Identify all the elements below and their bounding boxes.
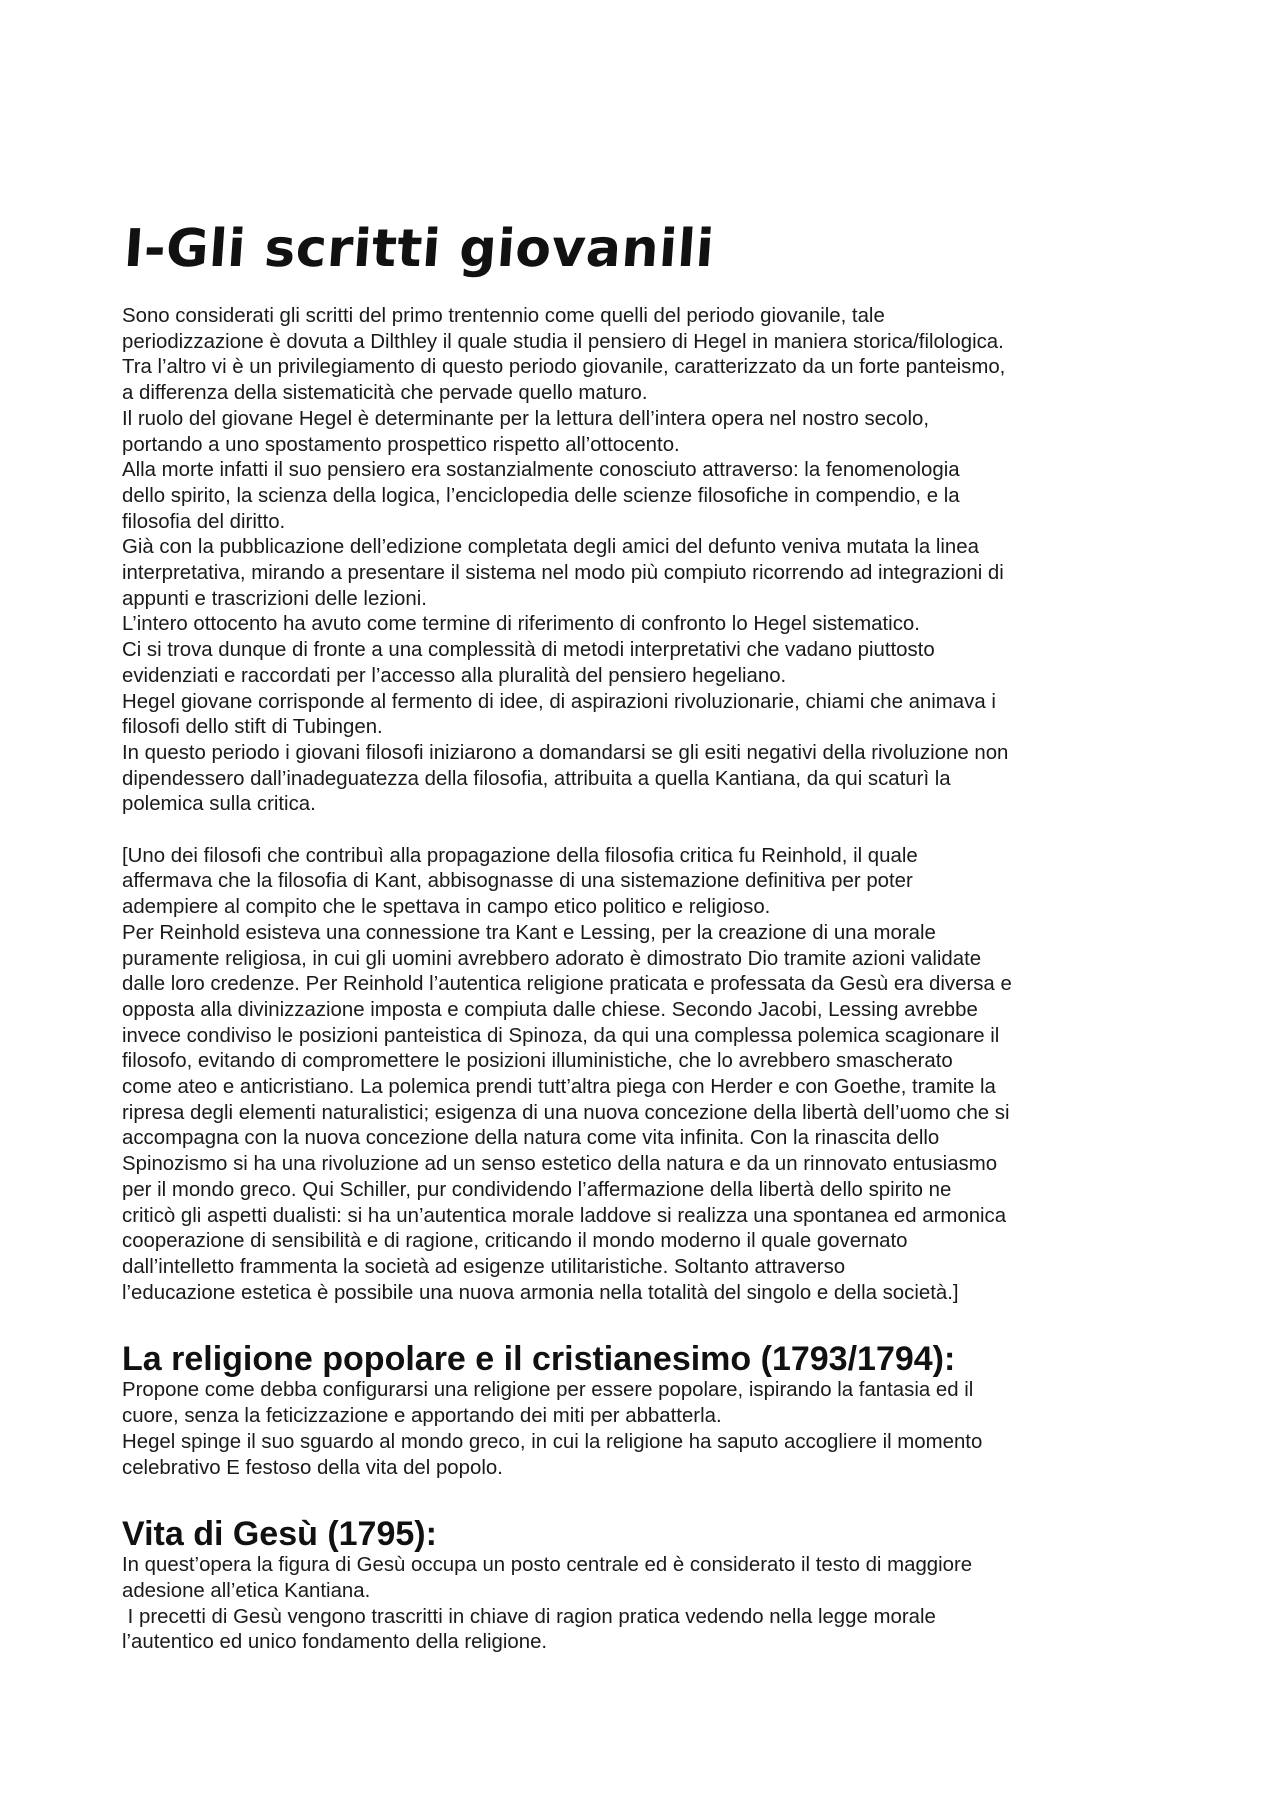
text-line: Il ruolo del giovane Hegel è determinante per la lettura dell’intera opera nel nostro secolo, (122, 407, 930, 430)
text-line: Tra l’altro vi è un privilegiamento di questo periodo giovanile, caratterizzato da un forte panteismo, (122, 356, 1006, 379)
text-line: appunti e trascrizioni delle lezioni. (122, 587, 427, 610)
text-line: l’autentico ed unico fondamento della religione. (122, 1631, 548, 1654)
text-line: I precetti di Gesù vengono trascritti in chiave di ragion pratica vedendo nella legge morale (122, 1605, 936, 1628)
section-heading: La religione popolare e il cristianesimo (1793/1794): (122, 1340, 956, 1379)
text-line: opposta alla divinizzazione imposta e compiuta dalle chiese. Secondo Jacobi, Lessing avrebbe (122, 998, 978, 1021)
text-line: cuore, senza la feticizzazione e apportando dei miti per abbatterla. (122, 1405, 722, 1428)
text-line: accompagna con la nuova concezione della natura come vita infinita. Con la rinascita dello (122, 1127, 940, 1150)
text-line: L’intero ottocento ha avuto come termine di riferimento di confronto lo Hegel sistematico. (122, 613, 920, 636)
text-line: Alla morte infatti il suo pensiero era sostanzialmente conosciuto attraverso: la fenomenologia (122, 459, 960, 482)
section-religione-popolare (122, 1340, 1182, 1481)
text-line: dello spirito, la scienza della logica, l’enciclopedia delle scienze filosofiche in compendio, e la (122, 484, 960, 507)
text-line: Hegel giovane corrisponde al fermento di idee, di aspirazioni rivoluzionarie, chiami che animava i (122, 690, 996, 713)
text-line: evidenziati e raccordati per l’accesso alla pluralità del pensiero hegeliano. (122, 664, 787, 687)
text-line: dalle loro credenze. Per Reinhold l’autentica religione praticata e professata da Gesù era diversa e (122, 973, 1012, 996)
text-line: In quest’opera la figura di Gesù occupa un posto centrale ed è considerato il testo di maggiore (122, 1554, 973, 1577)
text-line: Già con la pubblicazione dell’edizione completata degli amici del defunto veniva mutata la linea (122, 536, 979, 559)
text-line: invece condiviso le posizioni panteistica di Spinoza, da qui una complessa polemica scagionare il (122, 1024, 1000, 1047)
text-line: a differenza della sistematicità che pervade quello maturo. (122, 382, 648, 405)
text-line: dipendessero dall’inadeguatezza della filosofia, attribuita a quella Kantiana, da qui scaturì la (122, 767, 951, 790)
section-paragraph (122, 1553, 1182, 1656)
document-page (122, 218, 1182, 1656)
text-line: ripresa degli elementi naturalistici; esigenza di una nuova concezione della libertà dell’uomo che si (122, 1101, 1010, 1124)
text-line: dall’intelletto frammenta la società ad esigenze utilitaristiche. Soltanto attraverso (122, 1256, 846, 1278)
text-line: come ateo e anticristiano. La polemica prendi tutt’altra piega con Herder e con Goethe, tramite la (122, 1076, 996, 1099)
text-line: Spinozismo si ha una rivoluzione ad un senso estetico della natura e da un rinnovato entusiasmo (122, 1153, 998, 1176)
text-line: l’educazione estetica è possibile una nuova armonia nella totalità del singolo e della società.] (122, 1281, 959, 1304)
text-line: filosofo, evitando di compromettere le posizioni illuministiche, che lo avrebbero smascherato (122, 1050, 953, 1073)
text-line: adesione all’etica Kantiana. (122, 1579, 371, 1602)
page-title: I-Gli scritti giovanili (122, 219, 717, 279)
paragraph-gap (122, 818, 1182, 844)
text-line: filosofi dello stift di Tubingen. (122, 716, 383, 739)
text-line: cooperazione di sensibilità e di ragione, criticando il mondo moderno il quale governato (122, 1230, 908, 1253)
section-paragraph (122, 1378, 1182, 1481)
text-line: Sono considerati gli scritti del primo trentennio come quelli del periodo giovanile, tale (122, 305, 885, 327)
text-line: periodizzazione è dovuta a Dilthley il quale studia il pensiero di Hegel in maniera storica/filologica. (122, 330, 1004, 353)
text-line: Propone come debba configurarsi una religione per essere popolare, ispirando la fantasia ed il (122, 1379, 974, 1402)
text-line: Ci si trova dunque di fronte a una complessità di metodi interpretativi che vadano piuttosto (122, 639, 935, 662)
text-line: per il mondo greco. Qui Schiller, pur condividendo l’affermazione della libertà dello spirito ne (122, 1178, 952, 1201)
text-line: Hegel spinge il suo sguardo al mondo greco, in cui la religione ha saputo accogliere il momento (122, 1430, 983, 1453)
text-line: polemica sulla critica. (122, 793, 316, 816)
text-line: affermava che la filosofia di Kant, abbisognasse di una sistemazione definitiva per poter (122, 870, 913, 893)
text-line: interpretativa, mirando a presentare il sistema nel modo più compiuto ricorrendo ad integrazioni di (122, 562, 1004, 585)
text-line: adempiere al compito che le spettava in campo etico politico e religioso. (122, 896, 771, 919)
text-line: celebrativo E festoso della vita del popolo. (122, 1456, 503, 1479)
text-line: puramente religiosa, in cui gli uomini avrebbero adorato è dimostrato Dio tramite azioni validate (122, 947, 982, 970)
text-line: Per Reinhold esisteva una connessione tra Kant e Lessing, per la creazione di una morale (122, 921, 936, 944)
text-line: portando a uno spostamento prospettico rispetto all’ottocento. (122, 433, 680, 456)
section-heading: Vita di Gesù (1795): (122, 1515, 437, 1554)
text-line: criticò gli aspetti dualisti: si ha un’autentica morale laddove si realizza una spontanea ed armonica (122, 1204, 1007, 1227)
text-line: In questo periodo i giovani filosofi iniziarono a domandarsi se gli esiti negativi della rivoluzione non (122, 741, 1009, 764)
bracket-paragraph (122, 844, 1182, 1307)
intro-paragraph (122, 304, 1182, 818)
text-line: filosofia del diritto. (122, 510, 286, 533)
text-line: [Uno dei filosofi che contribuì alla propagazione della filosofia critica fu Reinhold, il quale (122, 844, 918, 867)
section-vita-di-gesu (122, 1515, 1182, 1656)
